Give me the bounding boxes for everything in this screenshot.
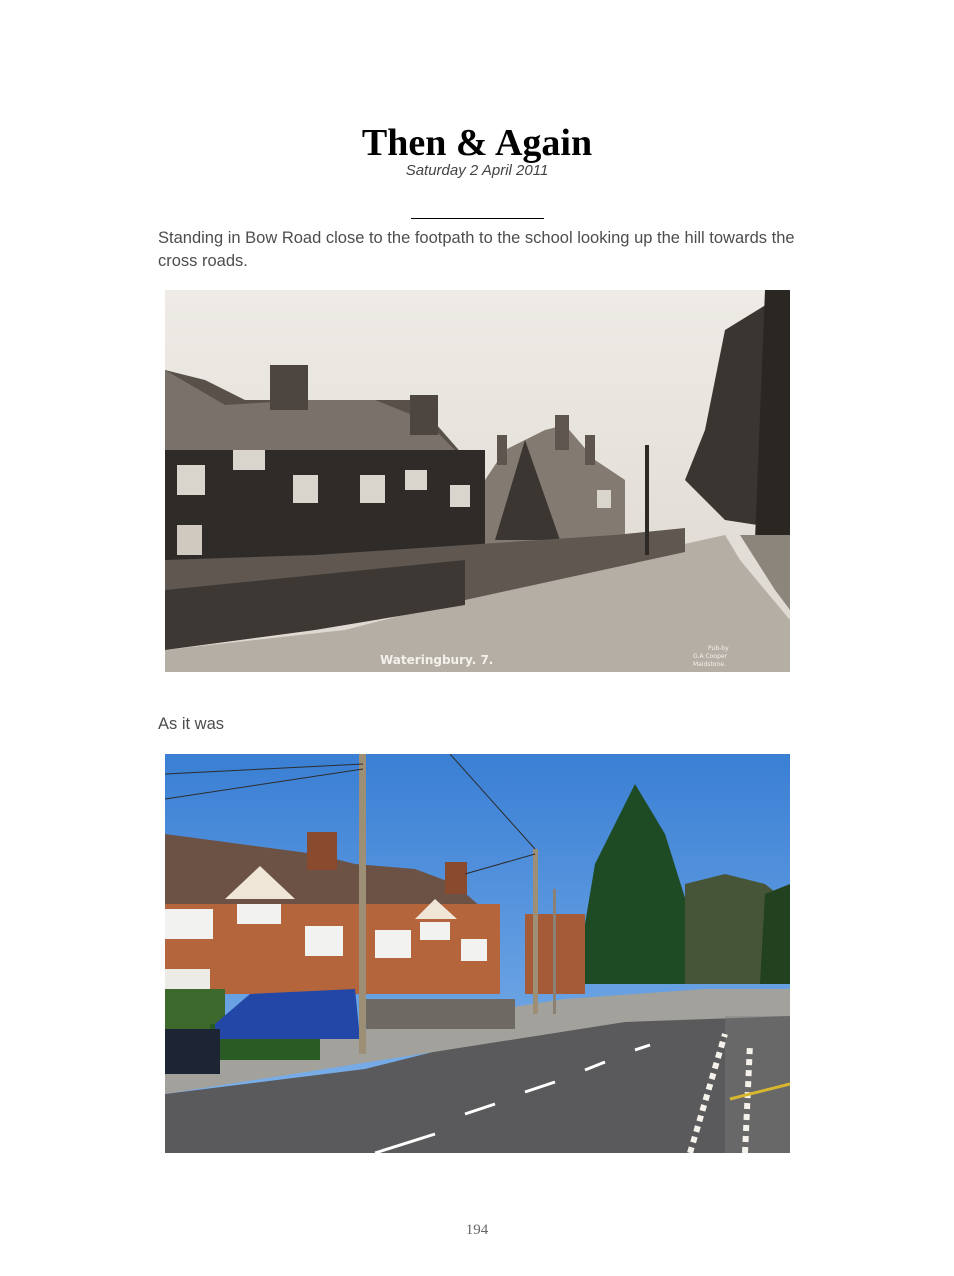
publisher-line-2: G.A Cooper	[693, 653, 728, 660]
page-title: Then & Again	[361, 122, 593, 164]
modern-photo	[165, 754, 790, 1153]
page-date: Saturday 2 April 2011	[405, 162, 549, 179]
photo-caption: Wateringbury. 7.	[380, 653, 494, 667]
caption-paragraph: As it was	[158, 715, 225, 733]
publisher-line-1: Pub-by	[708, 645, 729, 652]
description-paragraph: Standing in Bow Road close to the footpath to the school looking up the hill towards the cross roads.	[158, 229, 795, 270]
title-divider	[411, 218, 544, 219]
publisher-line-3: Maidstone.	[693, 661, 726, 668]
page-number: 194	[465, 1222, 489, 1238]
historic-photo	[165, 290, 790, 672]
